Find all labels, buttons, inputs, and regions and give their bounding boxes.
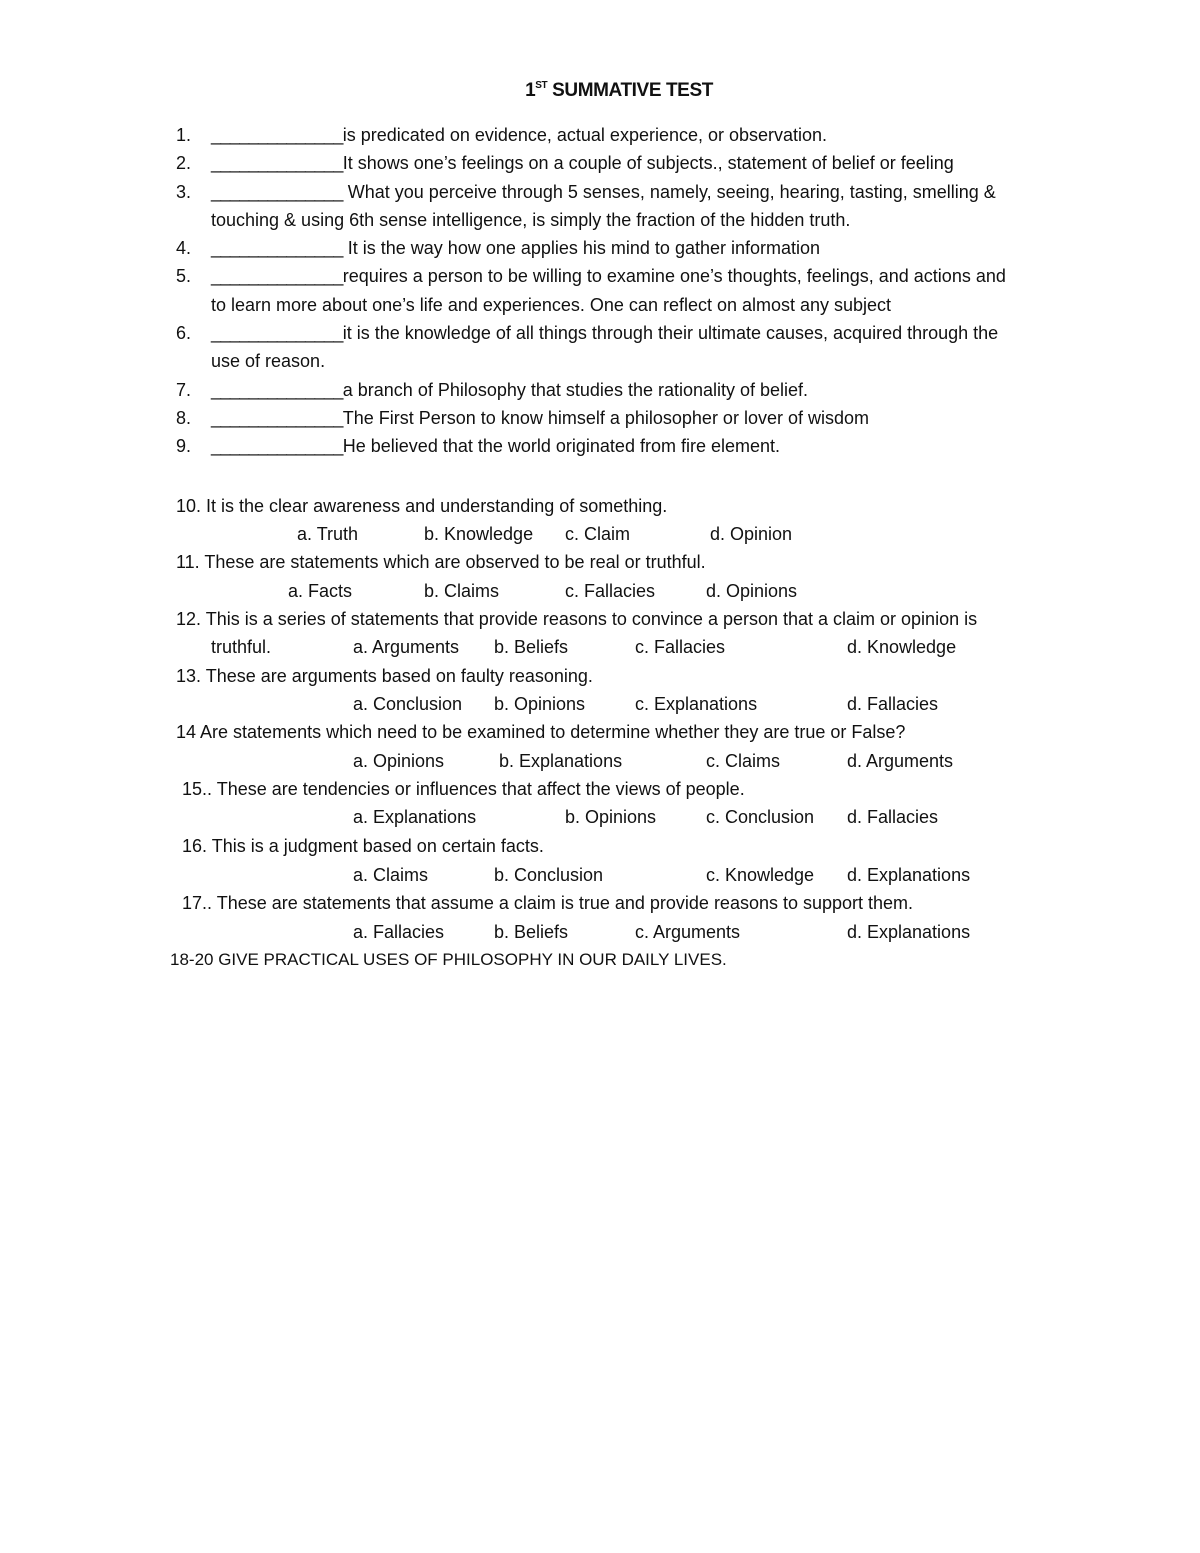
answer-blank: ______________ (211, 323, 343, 344)
q15-option-c: c. Conclusion (706, 807, 815, 827)
q16-option-b: b. Conclusion (494, 865, 604, 885)
answer-blank: ______________ (211, 266, 343, 287)
title-superscript: ST (535, 80, 548, 91)
q11-option-b: b. Claims (424, 581, 500, 601)
item-number: 6. (176, 323, 192, 344)
fill-item-4 (0, 234, 1071, 262)
fill-item-1 (0, 121, 1071, 149)
q10-option-a: a. Truth (297, 524, 359, 544)
item-number: 1. (176, 125, 192, 145)
title-number: 1 (525, 80, 536, 101)
q16-option-d: d. Explanations (847, 865, 971, 885)
q13-option-c: c. Explanations (635, 694, 758, 714)
fill-item-2 (0, 149, 1071, 177)
q15-option-b: b. Opinions (565, 807, 657, 827)
q15-option-d: d. Fallacies (847, 807, 939, 827)
question-13: 13. These are arguments based on faulty reasoning. (176, 666, 593, 686)
item-number: 3. (176, 181, 192, 202)
fill-item-6 (0, 319, 1011, 376)
item-text: a branch of Philosophy that studies the rationality of belief. (342, 379, 809, 400)
q12-option-c: c. Fallacies (635, 637, 726, 657)
item-text: is predicated on evidence, actual experience, or observation. (342, 125, 828, 145)
q14-option-a: a. Opinions (353, 751, 445, 771)
item-number: 9. (176, 436, 192, 457)
question-14: 14 Are statements which need to be examined to determine whether they are true or False? (176, 722, 906, 742)
page-title (0, 77, 1200, 105)
question-17: 17.. These are statements that assume a claim is true and provide reasons to support them. (182, 893, 914, 913)
q14-option-b: b. Explanations (499, 751, 623, 771)
q10-option-b: b. Knowledge (424, 524, 534, 544)
answer-blank: ______________ (211, 407, 343, 428)
q17-option-d: d. Explanations (847, 922, 971, 942)
item-number: 5. (176, 266, 192, 287)
answer-blank: ______________ (211, 379, 343, 400)
fill-item-3 (0, 178, 1011, 235)
answer-blank: ______________ (211, 153, 343, 174)
answer-blank: ______________ (211, 436, 343, 457)
question-11: 11. These are statements which are observed to be real or truthful. (176, 552, 706, 572)
item-number: 7. (176, 379, 192, 400)
item-text: What you perceive through 5 senses, namely, seeing, hearing, tasting, smelling & touching & using 6th sense intelligence, is simply the fraction of the hidden truth. (211, 181, 996, 230)
item-text: requires a person to be willing to examine one’s thoughts, feelings, and actions and to learn more about one’s life and experiences. One can reflect on almost any subject (211, 266, 1006, 315)
q13-option-a: a. Conclusion (353, 694, 463, 714)
fill-item-7 (0, 376, 1071, 404)
fill-in-blank-section (0, 121, 1200, 461)
question-12: 12. This is a series of statements that provide reasons to convince a person that a claim or opinion is (176, 609, 978, 629)
q16-option-a: a. Claims (353, 865, 429, 885)
answer-blank: ______________ (211, 181, 343, 202)
q13-option-b: b. Opinions (494, 694, 586, 714)
question-15: 15.. These are tendencies or influences that affect the views of people. (182, 779, 745, 799)
item-text: It shows one’s feelings on a couple of subjects., statement of belief or feeling (342, 153, 954, 174)
q12-continuation: truthful. (211, 637, 272, 657)
item-number: 2. (176, 153, 192, 174)
question-16: 16. This is a judgment based on certain facts. (182, 836, 544, 856)
title-text: SUMMATIVE TEST (547, 80, 713, 101)
q11-option-d: d. Opinions (706, 581, 798, 601)
q12-option-d: d. Knowledge (847, 637, 957, 657)
q11-option-c: c. Fallacies (565, 581, 656, 601)
q12-option-b: b. Beliefs (494, 637, 569, 657)
fill-item-9 (0, 432, 1071, 460)
item-text: It is the way how one applies his mind to gather information (342, 238, 821, 259)
q10-option-c: c. Claim (565, 524, 631, 544)
q15-option-a: a. Explanations (353, 807, 477, 827)
item-text: it is the knowledge of all things through their ultimate causes, acquired through the use of reason. (211, 323, 999, 372)
q17-option-c: c. Arguments (635, 922, 741, 942)
item-text: The First Person to know himself a philosopher or lover of wisdom (342, 407, 869, 428)
question-10: 10. It is the clear awareness and understanding of something. (176, 496, 668, 516)
q16-option-c: c. Knowledge (706, 865, 815, 885)
q12-option-a: a. Arguments (353, 637, 460, 657)
q13-option-d: d. Fallacies (847, 694, 939, 714)
item-text: He believed that the world originated from fire element. (342, 436, 780, 457)
item-number: 4. (176, 238, 192, 259)
q17-option-a: a. Fallacies (353, 922, 445, 942)
item-number: 8. (176, 407, 192, 428)
q14-option-d: d. Arguments (847, 751, 954, 771)
final-instruction: 18-20 GIVE PRACTICAL USES OF PHILOSOPHY IN OUR DAILY LIVES. (170, 950, 727, 969)
answer-blank: ______________ (211, 238, 343, 259)
answer-blank: ______________ (211, 125, 343, 145)
fill-item-8 (0, 404, 1071, 432)
q17-option-b: b. Beliefs (494, 922, 569, 942)
q14-option-c: c. Claims (706, 751, 781, 771)
fill-item-5 (0, 262, 1011, 319)
q10-option-d: d. Opinion (710, 524, 793, 544)
q11-option-a: a. Facts (288, 581, 353, 601)
